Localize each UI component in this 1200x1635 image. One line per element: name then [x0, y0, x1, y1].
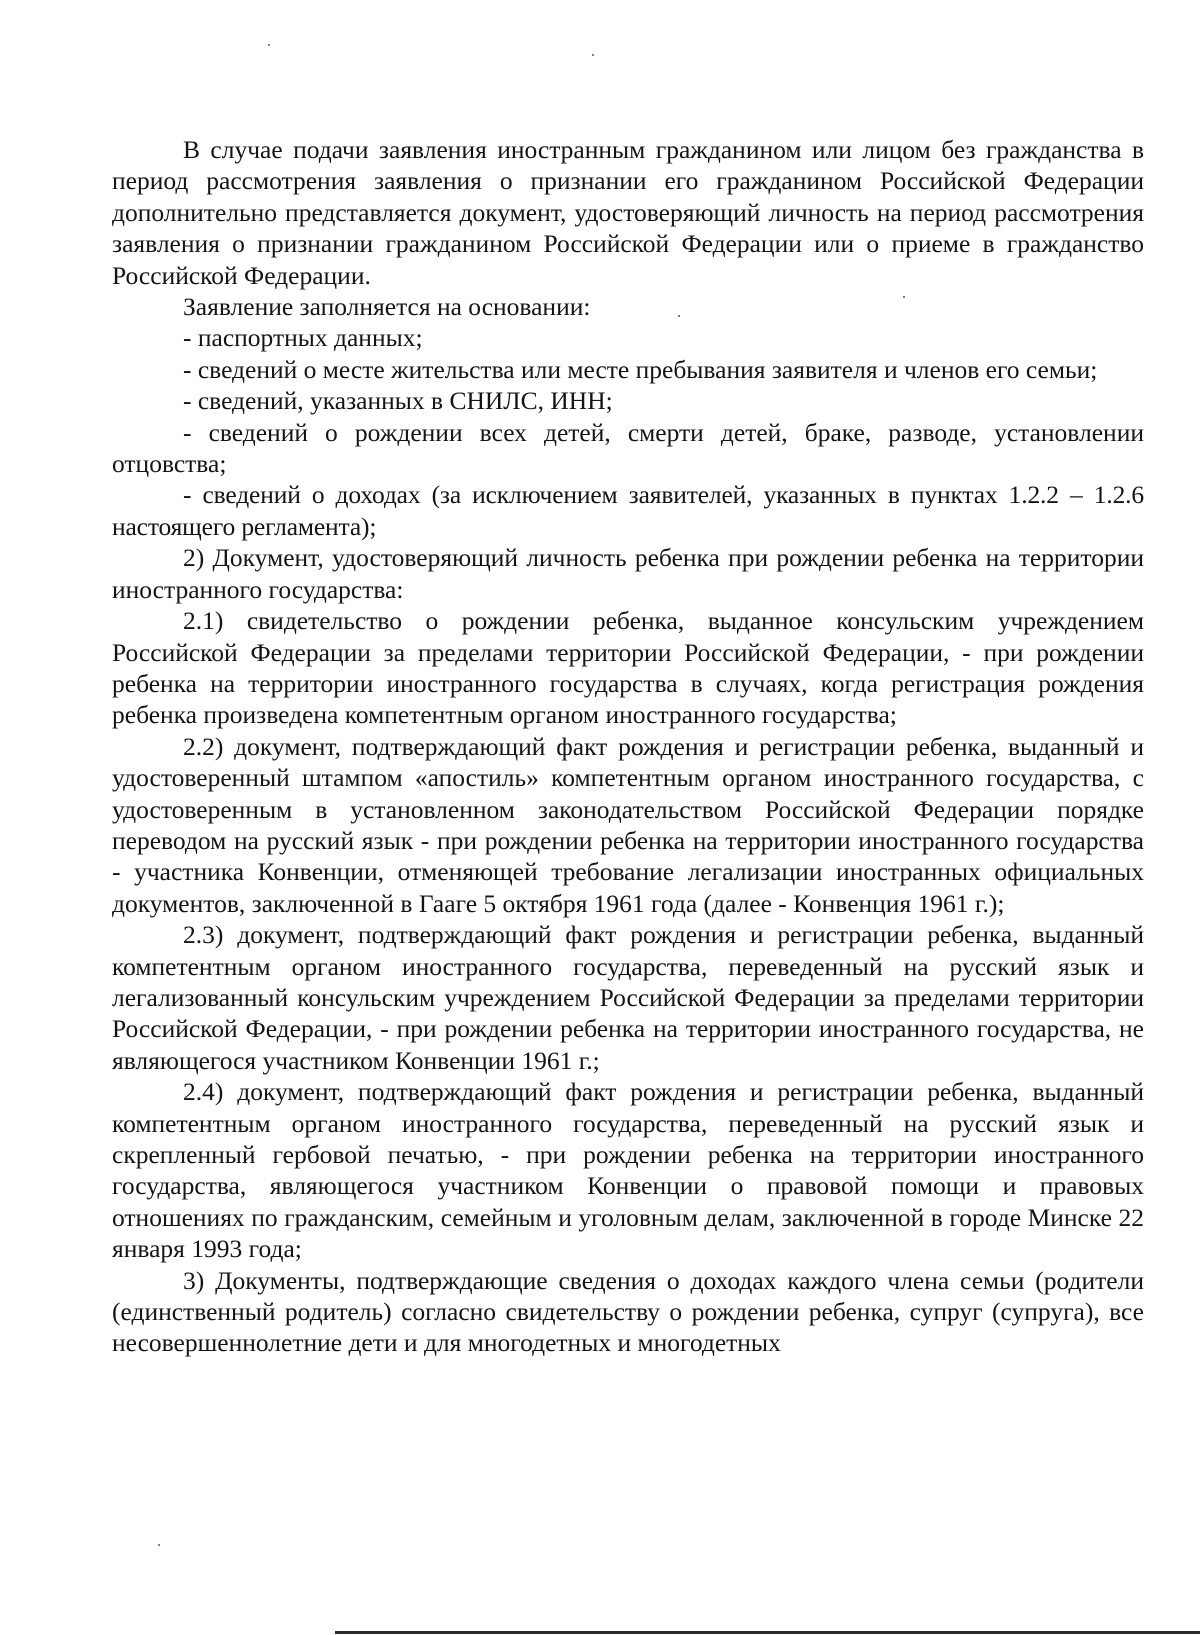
paragraph-section-2: 2) Документ, удостоверяющий личность ребенка при рождении ребенка на территории иностранного государства: [112, 543, 1144, 604]
paragraph-2-2: 2.2) документ, подтверждающий факт рождения и регистрации ребенка, выданный и удостоверенный штампом «апостиль» компетентным органом иностранного государства, с удостоверенным в установленном законодательством Российской Федерации порядке переводом на русский язык - при рождении ребенка на территории иностранного государства - участника Конвенции, отменяющей требование легализации иностранных официальных документов, заключенной в Гааге 5 октября 1961 года (далее - Конвенция 1961 г.); [112, 731, 1144, 918]
scan-speck [592, 54, 594, 56]
paragraph-2-3: 2.3) документ, подтверждающий факт рождения и регистрации ребенка, выданный компетентным органом иностранного государства, переведенный на русский язык и легализованный консульским учреждением Российской Федерации за пределами территории Российской Федерации, - при рождении ребенка на территории иностранного государства, не являющегося участником Конвенции 1961 г.; [112, 920, 1144, 1075]
list-item-income: - сведений о доходах (за исключением заявителей, указанных в пунктах 1.2.2 – 1.2.6 настоящего регламента); [112, 480, 1144, 541]
list-item-passport: - паспортных данных; [183, 323, 423, 353]
paragraph-2-1: 2.1) свидетельство о рождении ребенка, выданное консульским учреждением Российской Федерации за пределами территории Российской Федерации, - при рождении ребенка на территории иностранного государства в случаях, когда регистрация рождения ребенка произведена компетентным органом иностранного государства; [112, 606, 1144, 730]
list-item-residence: - сведений о месте жительства или месте пребывания заявителя и членов его семьи; [183, 354, 1098, 384]
paragraph-section-3: 3) Документы, подтверждающие сведения о доходах каждого члена семьи (родители (единственный родитель) согласно свидетельству о рождении ребенка, супруг (супруга), все несовершеннолетние дети и для многодетных и многодетных [112, 1265, 1144, 1358]
list-item-children: - сведений о рождении всех детей, смерти детей, браке, разводе, установлении отцовства; [112, 417, 1144, 479]
document-body [112, 134, 1144, 1359]
paragraph-filled-basis: Заявление заполняется на основании: [183, 292, 591, 322]
list-item-snils-inn: - сведений, указанных в СНИЛС, ИНН; [183, 386, 613, 416]
paragraph-foreign-citizen: В случае подачи заявления иностранным гражданином или лицом без гражданства в период рассмотрения заявления о признании его гражданином Российской Федерации дополнительно представляется документ, удостоверяющий личность на период рассмотрения заявления о признании гражданином Российской Федерации или о приеме в гражданство Российской Федерации. [112, 135, 1144, 290]
scan-speck [158, 1544, 160, 1546]
scan-edge-line [335, 1631, 1200, 1634]
scan-speck [268, 44, 270, 46]
paragraph-2-4: 2.4) документ, подтверждающий факт рождения и регистрации ребенка, выданный компетентным органом иностранного государства, переведенный на русский язык и скрепленный гербовой печатью, - при рождении ребенка на территории иностранного государства, являющегося участником Конвенции о правовой помощи и правовых отношениях по гражданским, семейным и уголовным делам, заключенной в городе Минске 22 января 1993 года; [112, 1077, 1144, 1264]
